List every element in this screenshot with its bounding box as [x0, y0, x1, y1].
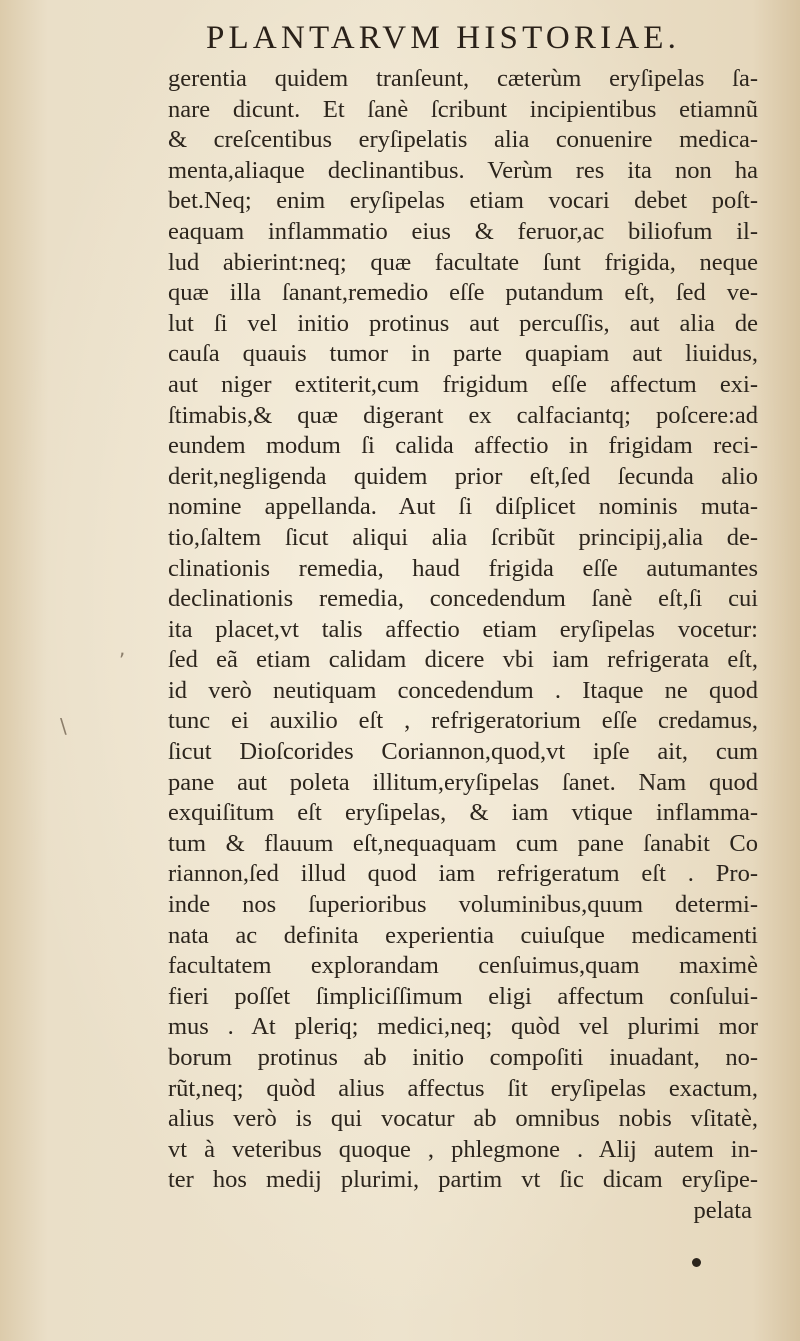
- text-line: declinationis remedia, concedendum ſanè eſt,ſi cui: [168, 585, 758, 613]
- text-line: vt à veteribus quoque , phlegmone . Alij autem in-: [168, 1135, 758, 1163]
- text-line: mus . At pleriq; medici,neq; quòd vel plurimi mor: [168, 1013, 758, 1041]
- text-line: quæ illa ſanant,remedio eſſe putandum eſt, ſed ve-: [168, 279, 758, 307]
- text-line: rũt,neq; quòd alius affectus ſit eryſipelas exactum,: [168, 1074, 758, 1102]
- text-line: ſicut Dioſcorides Coriannon,quod,vt ipſe ait, cum: [168, 738, 758, 766]
- text-line: pane aut poleta illitum,eryſipelas ſanet. Nam quod: [168, 768, 758, 796]
- text-line: ter hos medij plurimi, partim vt ſic dicam eryſipe-: [168, 1166, 758, 1194]
- text-line: tunc ei auxilio eſt , refrigeratorium eſſe credamus,: [168, 707, 758, 735]
- body-text: [168, 64, 758, 1227]
- text-line: tum & flauum eſt,nequaquam cum pane ſanabit Co: [168, 829, 758, 857]
- text-line: eaquam inflammatio eius & feruor,ac biliofum il-: [168, 217, 758, 245]
- text-line: nata ac definita experientia cuiuſque medicamenti: [168, 921, 758, 949]
- text-line: ita placet,vt talis affectio etiam eryſipelas vocetur:: [168, 615, 758, 643]
- text-line: aut niger extiterit,cum frigidum eſſe affectum exi-: [168, 370, 758, 398]
- text-line: fieri poſſet ſimpliciſſimum eligi affectum conſului-: [168, 982, 758, 1010]
- text-line: lut ſi vel initio protinus aut percuſſis, aut alia de: [168, 309, 758, 337]
- text-line: gerentia quidem tranſeunt, cæterùm eryſipelas ſa-: [168, 65, 758, 92]
- text-line: menta,aliaque declinantibus. Verùm res ita non ha: [168, 156, 758, 184]
- margin-mark: ,: [119, 636, 126, 660]
- text-line: ſed eã etiam calidam dicere vbi iam refrigerata eſt,: [168, 646, 758, 674]
- text-line: bet.Neq; enim eryſipelas etiam vocari debet poſt-: [168, 187, 758, 215]
- text-line: exquiſitum eſt eryſipelas, & iam vtique inflamma-: [168, 799, 758, 827]
- text-line: nare dicunt. Et ſanè ſcribunt incipientibus etiamnũ: [168, 95, 758, 123]
- text-line: facultatem explorandam cenſuimus,quam maximè: [168, 952, 758, 980]
- text-line: alius verò is qui vocatur ab omnibus nobis vſitatè,: [168, 1105, 758, 1133]
- text-line: riannon,ſed illud quod iam refrigeratum eſt . Pro-: [168, 860, 758, 888]
- text-line: cauſa quauis tumor in parte quapiam aut liuidus,: [168, 340, 758, 368]
- text-line: derit,negligenda quidem prior eſt,ſed ſecunda alio: [168, 462, 758, 490]
- running-head: PLANTARVM HISTORIAE.: [206, 20, 681, 56]
- text-line: tio,ſaltem ſicut aliqui alia ſcribũt principij,alia de-: [168, 523, 758, 551]
- text-line: pelata: [693, 1196, 752, 1224]
- text-line: ſtimabis,& quæ digerant ex calfaciantq; poſcere:ad: [168, 401, 758, 429]
- text-line: id verò neutiquam concedendum . Itaque ne quod: [168, 676, 758, 704]
- ink-dot: [692, 1258, 701, 1267]
- text-line: clinationis remedia, haud frigida eſſe autumantes: [168, 554, 758, 582]
- text-line: borum protinus ab initio compoſiti inuadant, no-: [168, 1044, 758, 1071]
- margin-mark: \: [60, 714, 67, 738]
- text-line: & creſcentibus eryſipelatis alia conuenire medica-: [168, 126, 758, 154]
- text-line: inde nos ſuperioribus voluminibus,quum determi-: [168, 891, 758, 919]
- text-line: lud abierint:neq; quæ facultate ſunt frigida, neque: [168, 248, 758, 276]
- text-line: eundem modum ſi calida affectio in frigidam reci-: [168, 432, 758, 460]
- text-line: nomine appellanda. Aut ſi diſplicet nominis muta-: [168, 493, 758, 521]
